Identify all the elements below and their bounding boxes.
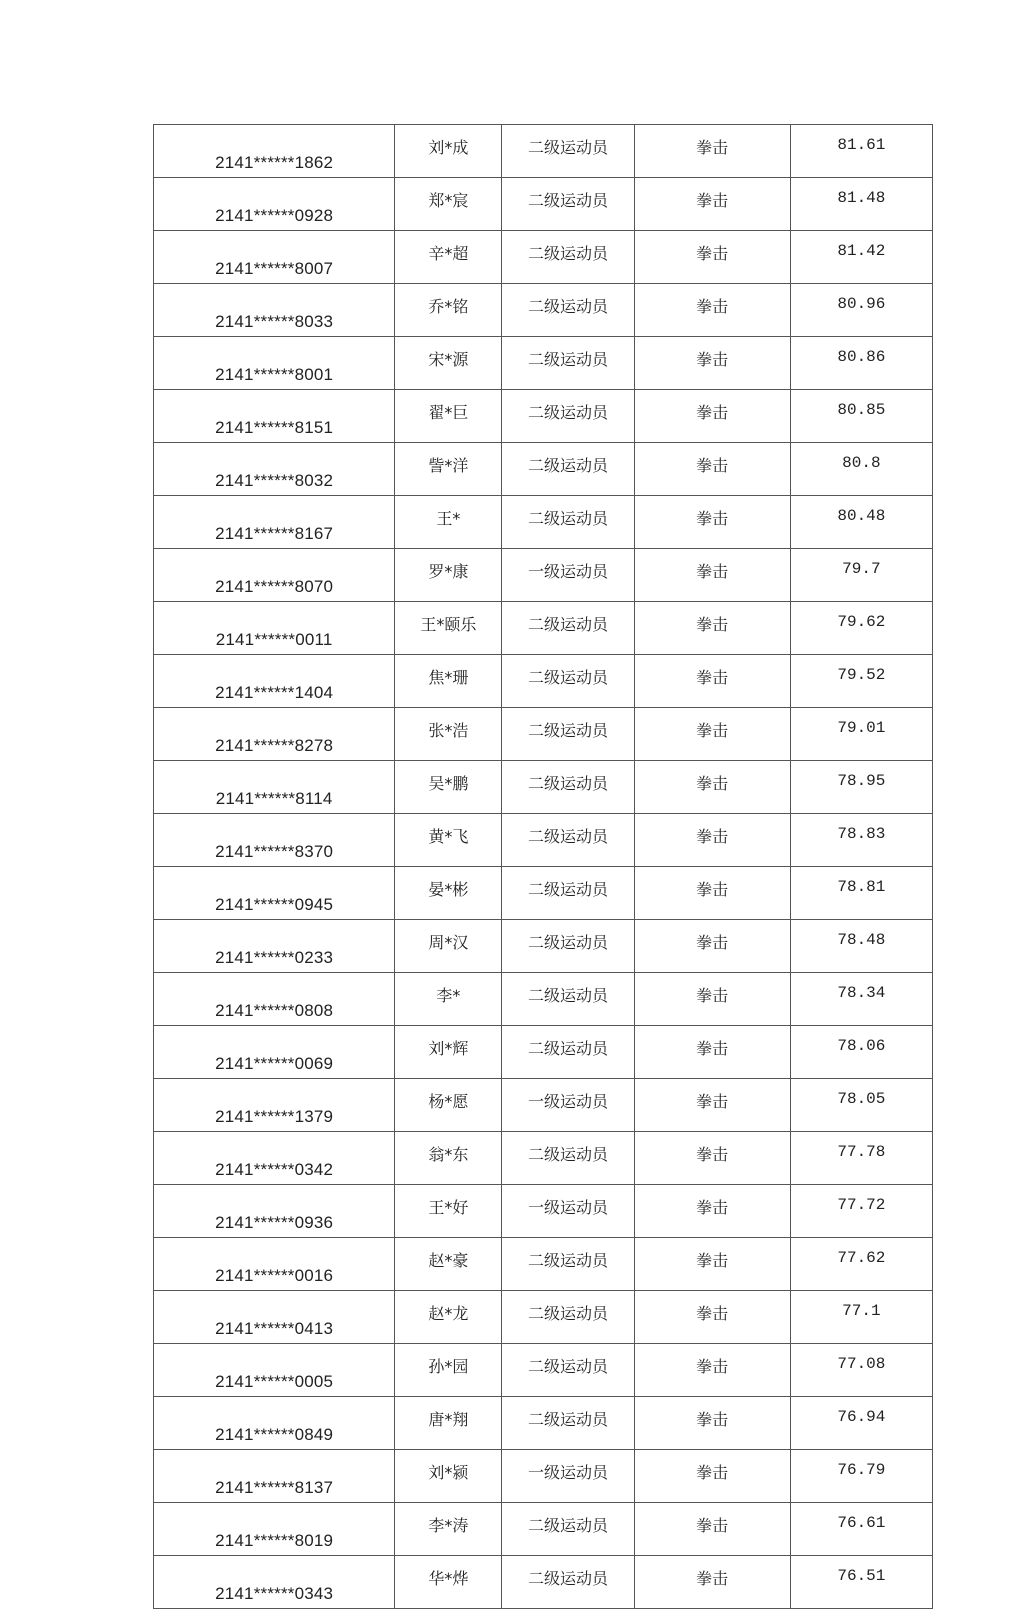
table-body <box>154 125 933 1609</box>
event-cell: 拳击 <box>634 1185 790 1238</box>
table-row <box>154 284 933 337</box>
name-cell: 黄*飞 <box>395 814 502 867</box>
event-cell: 拳击 <box>634 125 790 178</box>
athlete-level-cell: 二级运动员 <box>502 655 634 708</box>
table-row <box>154 920 933 973</box>
event-cell: 拳击 <box>634 602 790 655</box>
event-cell: 拳击 <box>634 814 790 867</box>
id-number-cell: 2141******8370 <box>154 814 395 867</box>
athlete-level-cell: 二级运动员 <box>502 1503 634 1556</box>
score-cell: 77.78 <box>790 1132 932 1185</box>
name-cell: 訾*洋 <box>395 443 502 496</box>
score-cell: 76.51 <box>790 1556 932 1609</box>
event-cell: 拳击 <box>634 231 790 284</box>
table-row <box>154 1344 933 1397</box>
event-cell: 拳击 <box>634 655 790 708</box>
id-number-cell: 2141******8151 <box>154 390 395 443</box>
score-cell: 78.05 <box>790 1079 932 1132</box>
score-cell: 80.86 <box>790 337 932 390</box>
athlete-level-cell: 二级运动员 <box>502 867 634 920</box>
score-cell: 76.79 <box>790 1450 932 1503</box>
name-cell: 辛*超 <box>395 231 502 284</box>
event-cell: 拳击 <box>634 1132 790 1185</box>
name-cell: 赵*豪 <box>395 1238 502 1291</box>
table-row <box>154 178 933 231</box>
athlete-level-cell: 二级运动员 <box>502 814 634 867</box>
score-cell: 77.72 <box>790 1185 932 1238</box>
score-cell: 78.81 <box>790 867 932 920</box>
id-number-cell: 2141******8032 <box>154 443 395 496</box>
name-cell: 王*好 <box>395 1185 502 1238</box>
name-cell: 孙*园 <box>395 1344 502 1397</box>
event-cell: 拳击 <box>634 1397 790 1450</box>
table-row <box>154 443 933 496</box>
athlete-level-cell: 一级运动员 <box>502 1450 634 1503</box>
id-number-cell: 2141******0928 <box>154 178 395 231</box>
table-row <box>154 549 933 602</box>
name-cell: 翁*东 <box>395 1132 502 1185</box>
id-number-cell: 2141******0945 <box>154 867 395 920</box>
id-number-cell: 2141******8019 <box>154 1503 395 1556</box>
event-cell: 拳击 <box>634 1026 790 1079</box>
id-number-cell: 2141******0936 <box>154 1185 395 1238</box>
event-cell: 拳击 <box>634 390 790 443</box>
athlete-level-cell: 二级运动员 <box>502 1132 634 1185</box>
event-cell: 拳击 <box>634 1291 790 1344</box>
score-cell: 80.85 <box>790 390 932 443</box>
name-cell: 杨*愿 <box>395 1079 502 1132</box>
event-cell: 拳击 <box>634 867 790 920</box>
athlete-level-cell: 二级运动员 <box>502 443 634 496</box>
name-cell: 张*浩 <box>395 708 502 761</box>
table-row <box>154 125 933 178</box>
id-number-cell: 2141******8114 <box>154 761 395 814</box>
id-number-cell: 2141******1862 <box>154 125 395 178</box>
event-cell: 拳击 <box>634 1079 790 1132</box>
event-cell: 拳击 <box>634 973 790 1026</box>
id-number-cell: 2141******1404 <box>154 655 395 708</box>
id-number-cell: 2141******0808 <box>154 973 395 1026</box>
id-number-cell: 2141******8070 <box>154 549 395 602</box>
athlete-level-cell: 二级运动员 <box>502 125 634 178</box>
athlete-level-cell: 二级运动员 <box>502 1344 634 1397</box>
score-cell: 81.42 <box>790 231 932 284</box>
score-cell: 76.94 <box>790 1397 932 1450</box>
table-row <box>154 337 933 390</box>
event-cell: 拳击 <box>634 178 790 231</box>
id-number-cell: 2141******0016 <box>154 1238 395 1291</box>
id-number-cell: 2141******0343 <box>154 1556 395 1609</box>
table-row <box>154 1503 933 1556</box>
score-cell: 76.61 <box>790 1503 932 1556</box>
table-row <box>154 1026 933 1079</box>
id-number-cell: 2141******0069 <box>154 1026 395 1079</box>
table-row <box>154 761 933 814</box>
athlete-level-cell: 二级运动员 <box>502 1291 634 1344</box>
athlete-level-cell: 二级运动员 <box>502 1556 634 1609</box>
athlete-score-table <box>153 124 933 1609</box>
event-cell: 拳击 <box>634 1344 790 1397</box>
table-row <box>154 231 933 284</box>
athlete-level-cell: 二级运动员 <box>502 178 634 231</box>
id-number-cell: 2141******8033 <box>154 284 395 337</box>
score-cell: 78.06 <box>790 1026 932 1079</box>
id-number-cell: 2141******8001 <box>154 337 395 390</box>
event-cell: 拳击 <box>634 1503 790 1556</box>
athlete-level-cell: 二级运动员 <box>502 920 634 973</box>
score-cell: 78.95 <box>790 761 932 814</box>
athlete-level-cell: 二级运动员 <box>502 231 634 284</box>
score-cell: 80.96 <box>790 284 932 337</box>
athlete-level-cell: 一级运动员 <box>502 1185 634 1238</box>
event-cell: 拳击 <box>634 761 790 814</box>
athlete-level-cell: 二级运动员 <box>502 1397 634 1450</box>
id-number-cell: 2141******0342 <box>154 1132 395 1185</box>
event-cell: 拳击 <box>634 1556 790 1609</box>
table-row <box>154 1291 933 1344</box>
table-row <box>154 655 933 708</box>
id-number-cell: 2141******0849 <box>154 1397 395 1450</box>
score-cell: 77.08 <box>790 1344 932 1397</box>
name-cell: 李*涛 <box>395 1503 502 1556</box>
event-cell: 拳击 <box>634 496 790 549</box>
event-cell: 拳击 <box>634 1238 790 1291</box>
athlete-level-cell: 二级运动员 <box>502 761 634 814</box>
athlete-level-cell: 二级运动员 <box>502 973 634 1026</box>
name-cell: 焦*珊 <box>395 655 502 708</box>
id-number-cell: 2141******8137 <box>154 1450 395 1503</box>
event-cell: 拳击 <box>634 337 790 390</box>
score-cell: 79.52 <box>790 655 932 708</box>
table-row <box>154 390 933 443</box>
table-row <box>154 1079 933 1132</box>
id-number-cell: 2141******1379 <box>154 1079 395 1132</box>
score-cell: 80.8 <box>790 443 932 496</box>
name-cell: 翟*巨 <box>395 390 502 443</box>
table-row <box>154 814 933 867</box>
name-cell: 赵*龙 <box>395 1291 502 1344</box>
score-cell: 81.48 <box>790 178 932 231</box>
id-number-cell: 2141******8278 <box>154 708 395 761</box>
id-number-cell: 2141******8007 <box>154 231 395 284</box>
name-cell: 王*颐乐 <box>395 602 502 655</box>
name-cell: 乔*铭 <box>395 284 502 337</box>
athlete-level-cell: 一级运动员 <box>502 1079 634 1132</box>
name-cell: 李* <box>395 973 502 1026</box>
athlete-level-cell: 二级运动员 <box>502 496 634 549</box>
event-cell: 拳击 <box>634 1450 790 1503</box>
id-number-cell: 2141******0233 <box>154 920 395 973</box>
event-cell: 拳击 <box>634 549 790 602</box>
name-cell: 唐*翔 <box>395 1397 502 1450</box>
id-number-cell: 2141******0005 <box>154 1344 395 1397</box>
table-row <box>154 1132 933 1185</box>
athlete-level-cell: 二级运动员 <box>502 337 634 390</box>
table-row <box>154 867 933 920</box>
score-cell: 81.61 <box>790 125 932 178</box>
athlete-level-cell: 二级运动员 <box>502 284 634 337</box>
athlete-level-cell: 二级运动员 <box>502 1238 634 1291</box>
table-row <box>154 1185 933 1238</box>
athlete-level-cell: 二级运动员 <box>502 708 634 761</box>
score-cell: 78.83 <box>790 814 932 867</box>
table-row <box>154 1238 933 1291</box>
name-cell: 刘*成 <box>395 125 502 178</box>
athlete-level-cell: 二级运动员 <box>502 390 634 443</box>
athlete-level-cell: 二级运动员 <box>502 602 634 655</box>
event-cell: 拳击 <box>634 284 790 337</box>
score-cell: 79.62 <box>790 602 932 655</box>
event-cell: 拳击 <box>634 443 790 496</box>
score-cell: 77.62 <box>790 1238 932 1291</box>
table-row <box>154 496 933 549</box>
name-cell: 刘*辉 <box>395 1026 502 1079</box>
table-row <box>154 602 933 655</box>
name-cell: 吴*鹏 <box>395 761 502 814</box>
name-cell: 刘*颍 <box>395 1450 502 1503</box>
score-cell: 79.01 <box>790 708 932 761</box>
table-row <box>154 1556 933 1609</box>
score-cell: 78.48 <box>790 920 932 973</box>
event-cell: 拳击 <box>634 708 790 761</box>
score-cell: 77.1 <box>790 1291 932 1344</box>
athlete-level-cell: 一级运动员 <box>502 549 634 602</box>
athlete-level-cell: 二级运动员 <box>502 1026 634 1079</box>
table-row <box>154 708 933 761</box>
table-row <box>154 1397 933 1450</box>
id-number-cell: 2141******0413 <box>154 1291 395 1344</box>
name-cell: 宋*源 <box>395 337 502 390</box>
id-number-cell: 2141******8167 <box>154 496 395 549</box>
table-row <box>154 1450 933 1503</box>
name-cell: 晏*彬 <box>395 867 502 920</box>
name-cell: 王* <box>395 496 502 549</box>
name-cell: 华*烨 <box>395 1556 502 1609</box>
event-cell: 拳击 <box>634 920 790 973</box>
name-cell: 周*汉 <box>395 920 502 973</box>
name-cell: 罗*康 <box>395 549 502 602</box>
score-cell: 79.7 <box>790 549 932 602</box>
table-row <box>154 973 933 1026</box>
score-cell: 80.48 <box>790 496 932 549</box>
id-number-cell: 2141******0011 <box>154 602 395 655</box>
score-cell: 78.34 <box>790 973 932 1026</box>
name-cell: 郑*宸 <box>395 178 502 231</box>
